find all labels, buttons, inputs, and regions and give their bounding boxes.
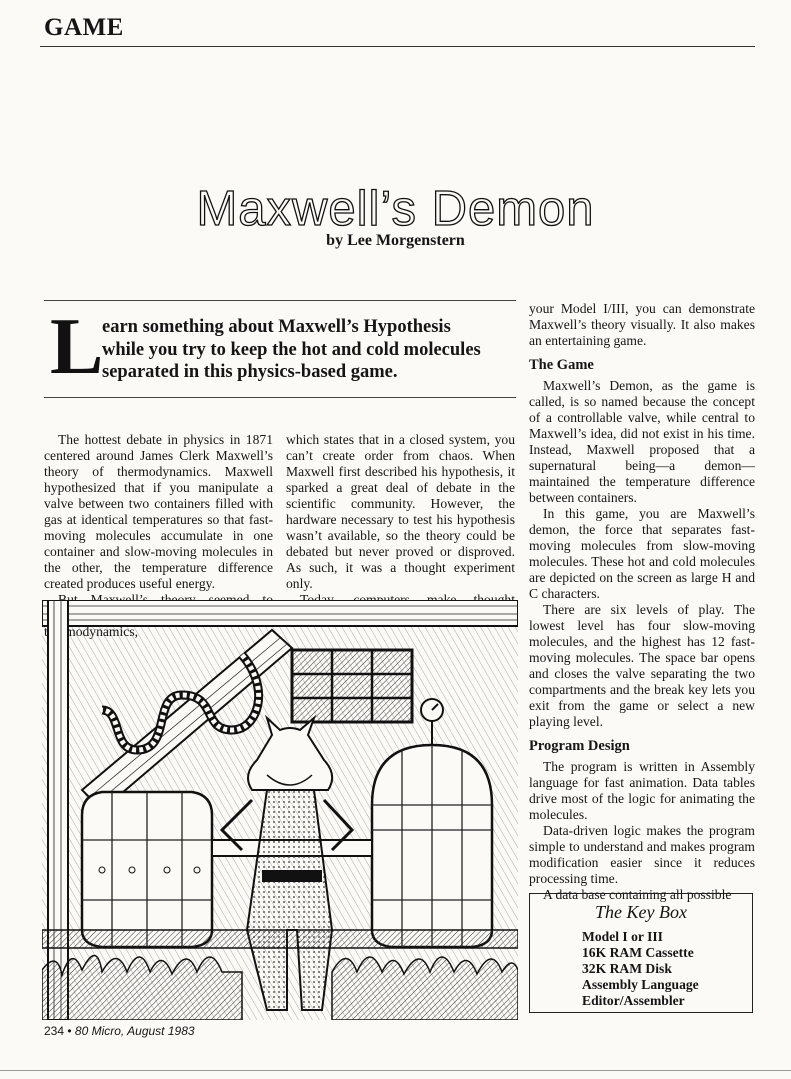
key-box-item: 16K RAM Cassette [582, 945, 694, 960]
subhead-program-design: Program Design [529, 738, 630, 754]
deck-line: while you try to keep the hot and cold molecules [102, 339, 481, 360]
publication: 80 Micro, August 1983 [74, 1024, 195, 1038]
paragraph: A data base containing all possible [543, 887, 732, 902]
paragraph: Maxwell’s Demon, as the game is called, is so named because the concept of a controllable valve, while central to Maxwell’s idea, did not exist in his time. Instead, Maxwell proposed that a supernatural being—a demon—maintained the temperature difference between containers. [529, 378, 755, 505]
paragraph: In this game, you are Maxwell’s demon, the force that separates fast-moving molecules from slow-moving molecules. These hot and cold molecules are depicted on the screen as large H and C characters. [529, 506, 755, 601]
body-column-3 [529, 301, 755, 903]
article-title: Maxwell’s Demon [196, 181, 595, 236]
deck-line: separated in this physics-based game. [102, 362, 398, 382]
paragraph: Data-driven logic makes the program simple to understand and makes program modification easier since it reduces processing time. [529, 823, 755, 886]
paragraph: your Model I/III, you can demonstrate Maxwell’s theory visually. It also makes an entertaining game. [529, 301, 755, 348]
folio [44, 1024, 195, 1038]
key-box-item: 32K RAM Disk [582, 961, 672, 976]
paragraph: The hottest debate in physics in 1871 centered around James Clerk Maxwell’s theory of thermodynamics. Maxwell hypothesized that if you manipulate a valve between two containers filled with gas at identical temperatures so that fast-moving molecules accumulate in one container and slow-moving molecules in the other, the temperature difference created produces useful energy. [44, 432, 273, 591]
subhead-the-game: The Game [529, 357, 594, 373]
deck-top-rule [44, 300, 516, 301]
byline: by Lee Morgenstern [326, 232, 465, 249]
folio-bullet: • [67, 1024, 72, 1038]
deck-line: earn something about Maxwell’s Hypothesis [102, 317, 451, 337]
demon-illustration [42, 600, 518, 1020]
page-number: 234 [44, 1024, 65, 1038]
deck-bottom-rule [44, 397, 516, 398]
paragraph: There are six levels of play. The lowest level has four slow-moving molecules, and the highest has 12 fast-moving molecules. The space bar opens and closes the valve separating the two compartments and the break key lets you exit from the game or select a new playing level. [529, 602, 755, 729]
key-box-title: The Key Box [595, 902, 687, 922]
key-box [529, 893, 753, 1013]
key-box-item: Editor/Assembler [582, 993, 685, 1008]
deck [102, 316, 522, 384]
bottom-rule [0, 1070, 791, 1071]
key-box-list [582, 929, 752, 1009]
key-box-item: Assembly Language [582, 977, 699, 992]
drop-cap: L [50, 303, 104, 391]
header-rule [40, 46, 755, 47]
key-box-item: Model I or III [582, 929, 663, 944]
paragraph: The program is written in Assembly language for fast animation. Data tables drive most of the logic for animating the molecules. [529, 759, 755, 822]
body-column-2 [286, 432, 515, 624]
paragraph: which states that in a closed system, you can’t create order from chaos. When Maxwell first described his hypothesis, it sparked a great deal of debate in the scientific community. However, the hardware necessary to test his hypothesis wasn’t available, so the theory could be debated but never proved or disproved. As such, it was a thought experiment only. [286, 432, 515, 591]
section-label: GAME [44, 14, 124, 41]
